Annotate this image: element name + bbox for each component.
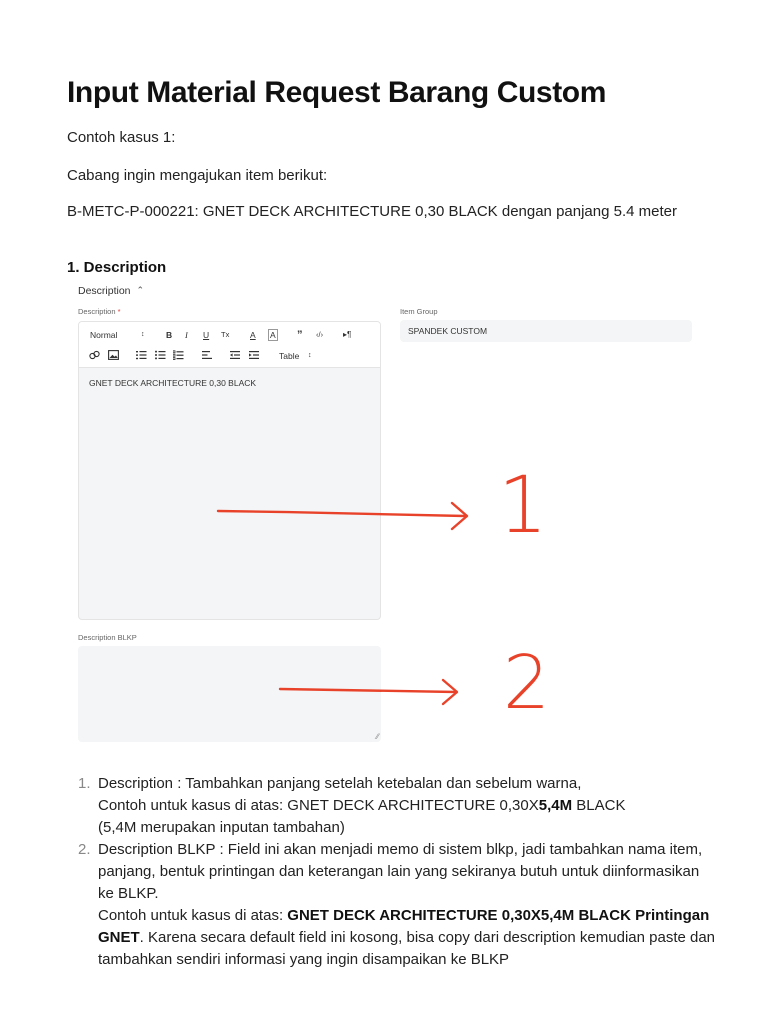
background-color-button[interactable]: A xyxy=(270,330,276,340)
list-item-example xyxy=(98,905,718,971)
editor-toolbar xyxy=(79,322,380,368)
resize-handle-icon[interactable]: ∕∕ xyxy=(376,732,379,741)
example-bold: 5,4M xyxy=(538,797,573,814)
link-icon[interactable] xyxy=(89,350,100,360)
list-item-example xyxy=(98,795,718,817)
branch-text: Cabang ingin mengajukan item berikut: xyxy=(67,167,328,184)
checklist-icon[interactable] xyxy=(173,350,184,360)
indent-icon[interactable] xyxy=(249,350,260,360)
list-item xyxy=(78,839,718,971)
list-item xyxy=(78,773,718,839)
table-select[interactable]: Table xyxy=(279,351,300,361)
table-select-arrow-icon: ↕ xyxy=(308,352,312,359)
section-heading: 1. Description xyxy=(67,259,167,276)
section-toggle[interactable] xyxy=(78,285,144,297)
item-text: B-METC-P-000221: GNET DECK ARCHITECTURE 0,30 BLACK dengan panjang 5.4 meter xyxy=(67,203,677,220)
code-button[interactable]: ‹/› xyxy=(316,330,324,339)
required-mark: * xyxy=(117,307,121,316)
list-item-note: (5,4M merupakan inputan tambahan) xyxy=(98,819,345,836)
underline-button[interactable]: U xyxy=(203,330,210,340)
item-group-label: Item Group xyxy=(400,307,438,316)
bold-button[interactable]: B xyxy=(166,330,173,340)
list-number: 1. xyxy=(78,775,91,792)
image-icon[interactable] xyxy=(108,350,119,360)
example-prefix: Contoh untuk kasus di atas: GNET DECK ARCHITECTURE 0,30X xyxy=(98,797,539,814)
list-item-line: Description BLKP : Field ini akan menjadi memo di sistem blkp, jadi tambahkan nama item, panjang, bentuk printingan dan keterangan lain yang sekiranya butuh untuk diinformasikan ke BLKP. xyxy=(98,841,703,902)
description-label xyxy=(78,307,121,316)
page-title: Input Material Request Barang Custom xyxy=(67,76,607,109)
list-number: 2. xyxy=(78,841,91,858)
text-color-button[interactable]: A xyxy=(250,330,256,340)
annotation-two: 2 xyxy=(503,640,551,726)
format-select-arrow-icon: ↕ xyxy=(141,331,145,338)
example-bold: GNET DECK ARCHITECTURE 0,30X5,4M BLACK Printingan GNET xyxy=(98,907,710,946)
format-select[interactable]: Normal xyxy=(90,330,118,340)
align-icon[interactable] xyxy=(202,350,213,360)
outdent-icon[interactable] xyxy=(230,350,241,360)
item-group-field[interactable]: SPANDEK CUSTOM xyxy=(400,320,692,342)
bullet-list-icon[interactable] xyxy=(155,350,166,360)
description-editor-text: GNET DECK ARCHITECTURE 0,30 BLACK xyxy=(89,378,257,388)
instruction-list xyxy=(78,773,718,971)
description-screenshot xyxy=(72,278,702,750)
blkp-label: Description BLKP xyxy=(78,633,137,642)
ordered-list-icon[interactable] xyxy=(136,350,147,360)
description-blkp-field[interactable] xyxy=(78,646,381,742)
italic-button[interactable]: I xyxy=(185,330,188,340)
annotation-one: 1 xyxy=(498,461,548,551)
example-prefix: Contoh untuk kasus di atas: xyxy=(98,907,288,924)
example-suffix: BLACK xyxy=(572,797,626,814)
case-label: Contoh kasus 1: xyxy=(67,129,176,146)
list-item-line: Description : Tambahkan panjang setelah ketebalan dan sebelum warna, xyxy=(98,775,582,792)
clear-format-button[interactable]: Tx xyxy=(221,330,230,339)
chevron-up-icon: ⌃ xyxy=(136,284,145,295)
description-label-text: Description xyxy=(78,307,116,316)
example-suffix: . Karena secara default field ini kosong, bisa copy dari description kemudian paste dan tambahkan sendiri informasi yang ingin disampaikan ke BLKP xyxy=(98,929,716,968)
text-direction-button[interactable]: ▸¶ xyxy=(343,330,352,339)
section-title: Description xyxy=(78,285,131,297)
blockquote-button[interactable]: ” xyxy=(297,329,303,341)
description-editor[interactable] xyxy=(78,321,381,620)
